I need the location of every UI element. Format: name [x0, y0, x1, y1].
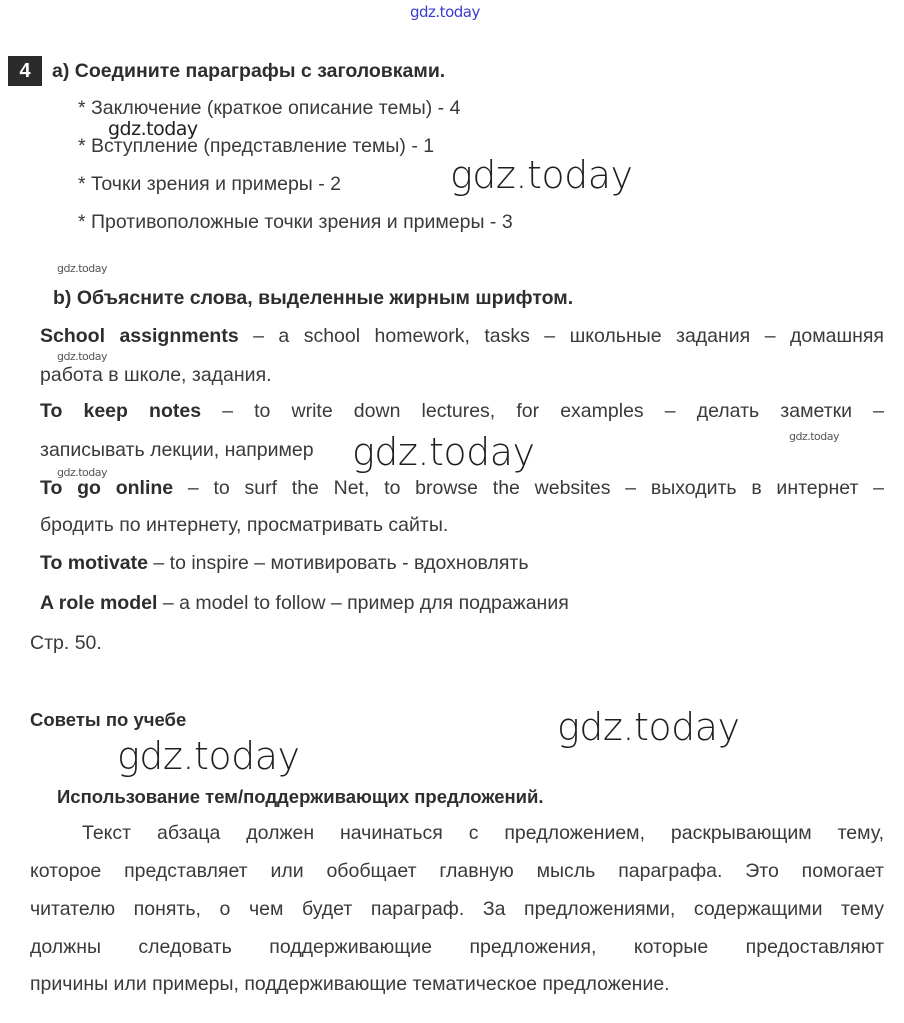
- watermark: gdz.today: [57, 350, 108, 363]
- tips-subtitle: Использование тем/поддерживающих предложений.: [57, 786, 544, 807]
- watermark: gdz.today: [352, 430, 535, 474]
- match-item: * Противоположные точки зрения и примеры - 3: [78, 211, 513, 233]
- vocab-definition-continued: бродить по интернету, просматривать сайты.: [40, 514, 449, 536]
- tips-paragraph-line: Текст абзаца должен начинаться с предложением, раскрывающим тему,: [82, 822, 884, 844]
- part-b-heading: b) Объясните слова, выделенные жирным шрифтом.: [53, 287, 574, 309]
- vocab-definition: – a model to follow – пример для подражания: [162, 592, 569, 614]
- part-a-heading: a) Соедините параграфы с заголовками.: [52, 60, 446, 82]
- vocab-entry: [40, 477, 884, 500]
- watermark: gdz.today: [108, 118, 198, 140]
- vocab-term: A role model: [40, 592, 158, 614]
- vocab-entry: [40, 400, 884, 423]
- vocab-definition: – to surf the Net, to browse the websites – выходить в интернет –: [187, 477, 884, 499]
- tips-paragraph-line: читателю понять, о чем будет параграф. За предложениями, содержащими тему: [30, 898, 884, 920]
- vocab-definition-continued: работа в школе, задания.: [40, 364, 272, 386]
- watermark: gdz.today: [117, 734, 300, 778]
- vocab-definition: – to write down lectures, for examples – делать заметки –: [222, 400, 884, 422]
- vocab-entry: [40, 552, 529, 575]
- task-number-badge: 4: [8, 56, 42, 86]
- watermark: gdz.today: [557, 705, 740, 749]
- vocab-term: To go online: [40, 477, 174, 499]
- vocab-entry: [40, 325, 884, 348]
- watermark: gdz.today: [57, 466, 108, 479]
- match-item: * Вступление (представление темы) - 1: [78, 135, 435, 157]
- match-item: * Заключение (краткое описание темы) - 4: [78, 97, 461, 119]
- tips-paragraph-line: должны следовать поддерживающие предложения, которые предоставляют: [30, 936, 884, 958]
- watermark: gdz.today: [450, 153, 633, 197]
- tips-paragraph-line: которое представляет или обобщает главную мысль параграфа. Это помогает: [30, 860, 884, 882]
- vocab-term: School assignments: [40, 325, 239, 347]
- watermark: gdz.today: [789, 430, 840, 443]
- vocab-entry: [40, 592, 569, 615]
- match-item: * Точки зрения и примеры - 2: [78, 173, 341, 195]
- vocab-definition-continued: записывать лекции, например: [40, 439, 314, 461]
- vocab-term: To keep notes: [40, 400, 202, 422]
- vocab-definition: – to inspire – мотивировать - вдохновлять: [153, 552, 529, 574]
- tips-title: Советы по учебе: [30, 709, 187, 730]
- tips-paragraph-line: причины или примеры, поддерживающие тематическое предложение.: [30, 973, 670, 995]
- vocab-definition: – a school homework, tasks – школьные задания – домашняя: [253, 325, 884, 347]
- watermark: gdz.today: [57, 262, 108, 275]
- vocab-term: To motivate: [40, 552, 148, 574]
- watermark-top: gdz.today: [410, 3, 480, 21]
- page-reference: Стр. 50.: [30, 632, 102, 654]
